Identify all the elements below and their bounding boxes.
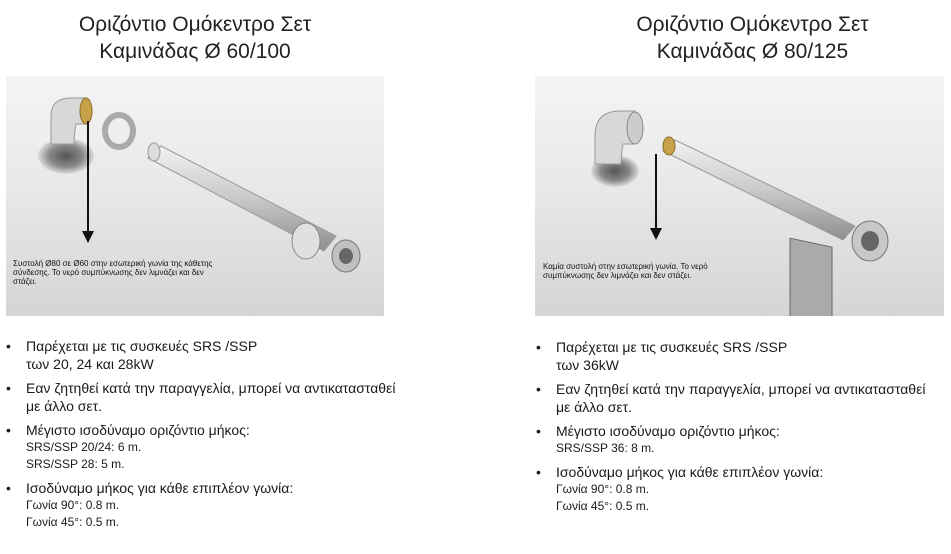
- wall-plate: [790, 238, 832, 316]
- list-item: • Μέγιστο ισοδύναμο οριζόντιο μήκος: SRS/SSP 36: 8 m.: [536, 423, 780, 455]
- right-title-line1: Οριζόντιο Ομόκεντρο Σετ: [636, 13, 869, 36]
- down-arrow-head: [82, 231, 94, 243]
- right-bullet-list: [530, 338, 951, 521]
- list-item: • Μέγιστο ισοδύναμο οριζόντιο μήκος: SRS/SSP 20/24: 6 m. SRS/SSP 28: 5 m.: [6, 422, 250, 471]
- right-title: [530, 11, 951, 65]
- list-item: • Ισοδύναμο μήκος για κάθε επιπλέον γωνία: Γωνία 90°: 0.8 m. Γωνία 45°: 0.5 m.: [6, 480, 294, 529]
- left-caption: Συστολή Ø80 σε Ø60 στην εσωτερική γωνία της κάθετης σύνδεσης. Το νερό συμπύκνωσης δεν λιμνάζει και δεν στάζει.: [13, 259, 213, 286]
- clamp-ring: [105, 115, 133, 147]
- left-title: [0, 11, 390, 65]
- elbow-brass-ring: [80, 98, 92, 124]
- bullet-dot: •: [6, 422, 11, 438]
- left-title-line1: Οριζόντιο Ομόκεντρο Σετ: [78, 13, 312, 36]
- flue-kit-80-125-illustration: [535, 76, 944, 316]
- left-bullet-list: [0, 337, 470, 537]
- list-item: • Εαν ζητηθεί κατά την παραγγελία, μπορεί να αντικατασταθεί με άλλο σετ.: [536, 381, 926, 415]
- bullet-dot: •: [536, 381, 541, 397]
- bullet-dot: •: [6, 338, 11, 354]
- bullet-dot: •: [536, 464, 541, 480]
- bullet-dot: •: [536, 339, 541, 355]
- right-title-line2: Καμινάδας Ø 80/125: [656, 40, 849, 63]
- right-product-photo: [535, 76, 944, 316]
- list-item: • Εαν ζητηθεί κατά την παραγγελία, μπορεί να αντικατασταθεί με άλλο σετ.: [6, 380, 396, 414]
- left-title-line2: Καμινάδας Ø 60/100: [99, 40, 291, 63]
- right-caption: Καμία συστολή στην εσωτερική γωνία. Το νερό συμπύκνωσης δεν λιμνάζει και δεν στάζει.: [543, 262, 708, 280]
- down-arrow-head: [650, 228, 662, 240]
- list-item: • Παρέχεται με τις συσκευές SRS /SSP των 36kW: [536, 339, 788, 373]
- list-item: • Παρέχεται με τις συσκευές SRS /SSP των 20, 24 και 28kW: [6, 338, 258, 372]
- list-item: • Ισοδύναμο μήκος για κάθε επιπλέον γωνία: Γωνία 90°: 0.8 m. Γωνία 45°: 0.5 m.: [536, 464, 824, 513]
- long-pipe: [663, 140, 855, 240]
- bullet-dot: •: [536, 423, 541, 439]
- bullet-dot: •: [6, 380, 11, 396]
- bullet-dot: •: [6, 480, 11, 496]
- pipe-brass-ring: [663, 137, 675, 155]
